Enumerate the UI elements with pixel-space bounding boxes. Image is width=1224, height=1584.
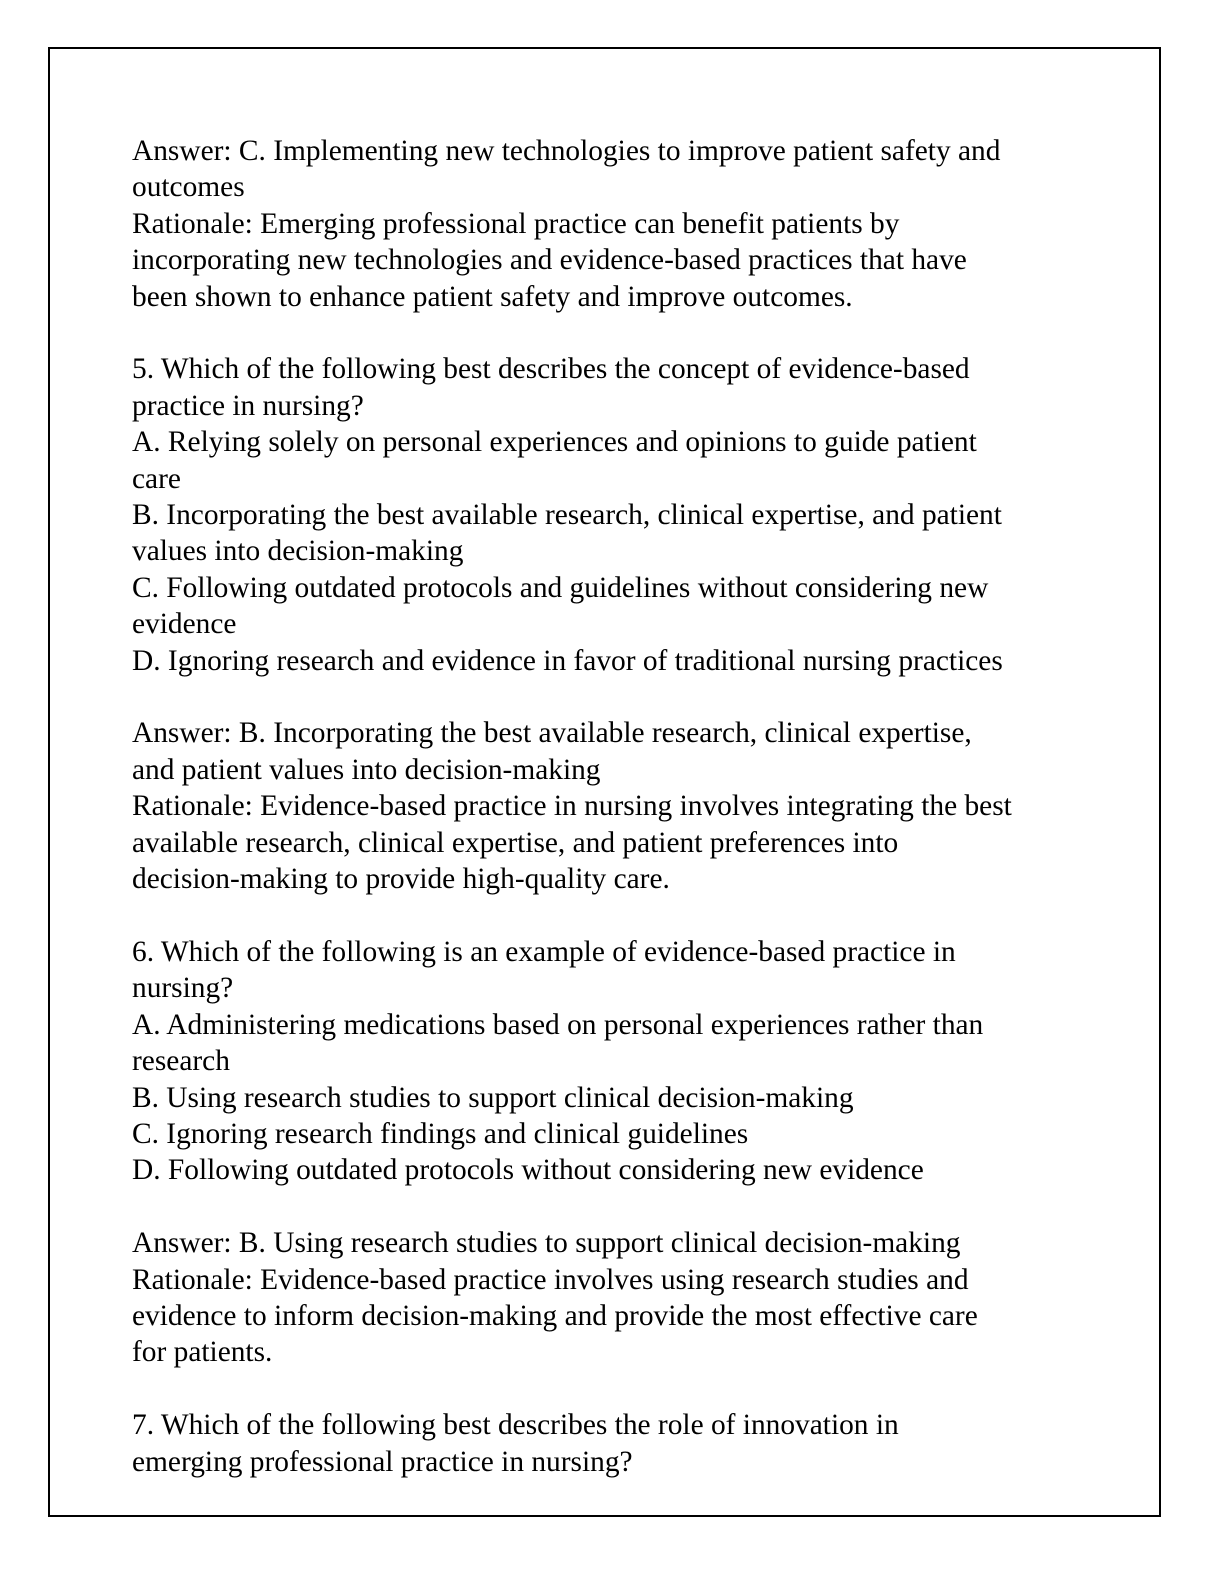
answer-6-block [132, 1225, 1122, 1371]
question-5-text: practice in nursing? [132, 389, 364, 422]
rationale-5-line: Rationale: Evidence-based practice in nursing involves integrating the best [132, 790, 1012, 823]
rationale-5-line: decision-making to provide high-quality care. [132, 863, 670, 896]
question-6-option-d: D. Following outdated protocols without considering new evidence [132, 1154, 924, 1187]
rationale-6-line: for patients. [132, 1336, 273, 1369]
question-6-option-c: C. Ignoring research findings and clinical guidelines [132, 1117, 749, 1150]
rationale-4-line: incorporating new technologies and evidence-based practices that have [132, 244, 967, 277]
question-5-option-a: care [132, 462, 181, 495]
question-5-text: 5. Which of the following best describes the concept of evidence-based [132, 353, 970, 386]
question-5-option-a: A. Relying solely on personal experiences and opinions to guide patient [132, 426, 977, 459]
rationale-5-line: available research, clinical expertise, and patient preferences into [132, 826, 899, 859]
answer-5-line: Answer: B. Incorporating the best available research, clinical expertise, [132, 717, 972, 750]
question-6-option-b: B. Using research studies to support clinical decision-making [132, 1081, 854, 1114]
answer-5-line: and patient values into decision-making [132, 753, 601, 786]
question-6-block [132, 934, 1122, 1189]
question-5-option-b: values into decision-making [132, 535, 464, 568]
question-7-text: 7. Which of the following best describes the role of innovation in [132, 1409, 899, 1442]
question-5-block [132, 351, 1122, 679]
answer-4-block [132, 133, 1122, 315]
question-6-option-a: A. Administering medications based on personal experiences rather than [132, 1008, 984, 1041]
question-5-option-c: C. Following outdated protocols and guidelines without considering new [132, 571, 989, 604]
question-6-text: nursing? [132, 972, 234, 1005]
rationale-6-line: Rationale: Evidence-based practice involves using research studies and [132, 1263, 969, 1296]
rationale-4-line: Rationale: Emerging professional practice can benefit patients by [132, 207, 900, 240]
document-body [132, 133, 1122, 1516]
question-6-text: 6. Which of the following is an example of evidence-based practice in [132, 935, 956, 968]
answer-4-line: outcomes [132, 171, 245, 204]
question-5-option-b: B. Incorporating the best available research, clinical expertise, and patient [132, 499, 1002, 532]
answer-6-line: Answer: B. Using research studies to support clinical decision-making [132, 1227, 961, 1260]
answer-4-line: Answer: C. Implementing new technologies to improve patient safety and [132, 135, 1001, 167]
question-7-block [132, 1407, 1122, 1480]
answer-5-block [132, 715, 1122, 897]
rationale-6-line: evidence to inform decision-making and provide the most effective care [132, 1299, 978, 1332]
rationale-4-line: been shown to enhance patient safety and improve outcomes. [132, 280, 853, 313]
question-5-option-d: D. Ignoring research and evidence in favor of traditional nursing practices [132, 644, 1003, 677]
question-5-option-c: evidence [132, 608, 237, 641]
question-6-option-a: research [132, 1045, 230, 1078]
question-7-text: emerging professional practice in nursing? [132, 1445, 633, 1478]
